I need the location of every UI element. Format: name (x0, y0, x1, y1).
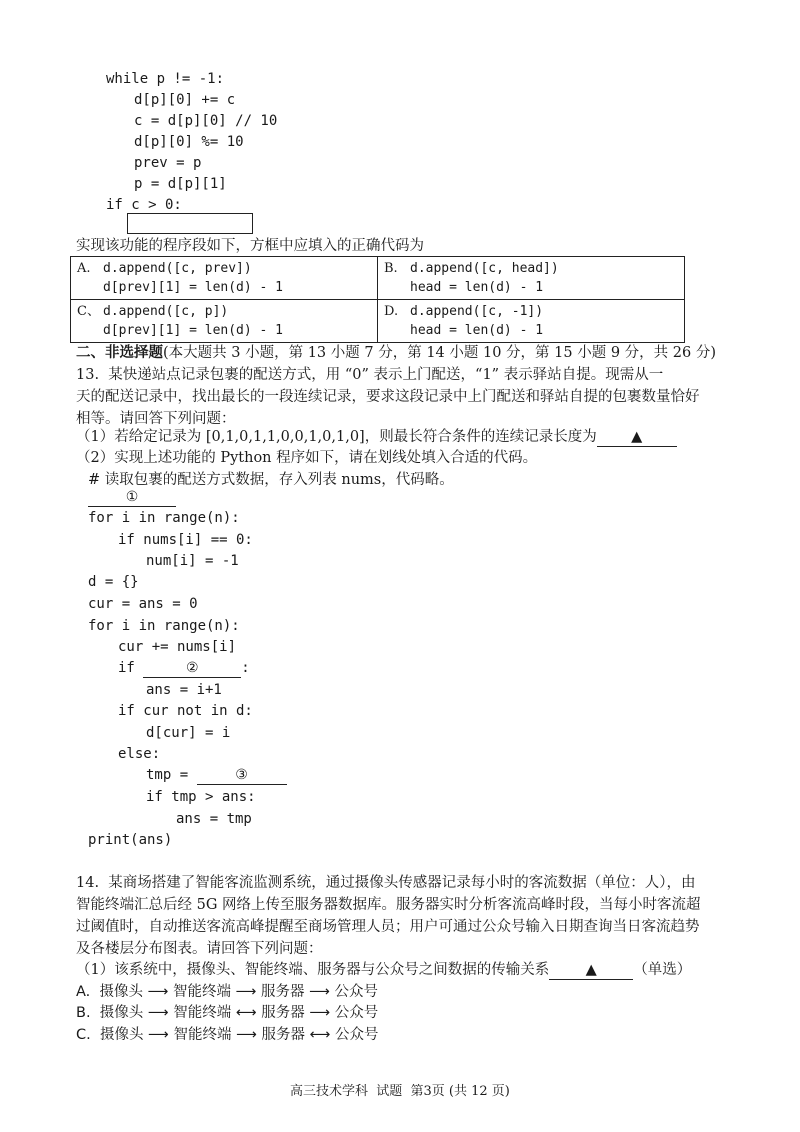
q14-stem: 及各楼层分布图表。请回答下列问题： (76, 941, 323, 957)
code-line: cur += nums[i] (118, 639, 237, 655)
code-line: d[cur] = i (146, 725, 231, 741)
page-footer: 高三技术学科 试题 第3页 (共 12 页) (290, 1084, 510, 1099)
code-line: num[i] = -1 (146, 553, 239, 569)
code-comment: # 读取包裹的配送方式数据，存入列表 nums，代码略。 (88, 472, 454, 488)
code-line: for i in range(n): (88, 618, 240, 634)
q13-stem: 天的配送记录中，找出最长的一段连续记录，要求这段记录中上门配送和驿站自提的包裹数量恰好 (76, 389, 700, 405)
option-code: d.append([c, -1]) (410, 304, 544, 319)
q12-prompt: 实现该功能的程序段如下，方框中应填入的正确代码为 (76, 238, 424, 254)
option-letter: C、 (77, 304, 100, 319)
code-line: d = {} (88, 574, 139, 590)
blank-3: ③ (197, 766, 287, 785)
code-line (146, 765, 287, 786)
code-line: ans = tmp (176, 811, 252, 827)
q14-stem: 智能终端汇总后经 5G 网络上传至服务器数据库。服务器实时分析客流高峰时段，当每小时客流超 (76, 897, 701, 913)
code-line (88, 487, 176, 508)
code-line: while p != -1: (106, 71, 225, 87)
code-line: p = d[p][1] (134, 176, 227, 192)
code-line: if nums[i] == 0: (118, 532, 253, 548)
answer-blank: ▲ (597, 428, 677, 447)
section-heading (76, 342, 716, 364)
option-letter: A. (77, 261, 91, 276)
q13-stem: 相等。请回答下列问题： (76, 411, 236, 427)
q13-sub2: （2）实现上述功能的 Python 程序如下，请在划线处填入合适的代码。 (76, 450, 538, 466)
code-line (118, 658, 250, 679)
option-code: d[prev][1] = len(d) - 1 (103, 323, 284, 338)
code-line: for i in range(n): (88, 510, 240, 526)
answer-blank: ▲ (549, 961, 633, 980)
code-line: cur = ans = 0 (88, 596, 198, 612)
code-line: d[p][0] += c (134, 92, 236, 108)
option-code: d.append([c, prev]) (103, 261, 252, 276)
q14-sub1 (76, 959, 691, 981)
blank-2: ② (143, 659, 241, 678)
code-line: else: (118, 746, 161, 762)
code-line: ans = i+1 (146, 682, 222, 698)
q13-sub1 (76, 426, 677, 448)
choice-c: C. 摄像头 ⟶ 智能终端 ⟶ 服务器 ⟷ 公众号 (76, 1027, 379, 1043)
code-line: d[p][0] %= 10 (134, 134, 244, 150)
q14-stem: 过阈值时，自动推送客流高峰提醒至商场管理人员；用户可通过公众号输入日期查询当日客流趋势 (76, 919, 700, 935)
options-table (70, 256, 685, 343)
section-desc: (本大题共 3 小题，第 13 小题 7 分，第 14 小题 10 分，第 15 小题 9 分，共 26 分) (163, 345, 716, 361)
option-b (378, 257, 685, 300)
option-d (378, 300, 685, 343)
code-line: if cur not in d: (118, 703, 253, 719)
code-text: if (118, 660, 144, 676)
code-line: if c > 0: (106, 197, 182, 213)
choice-b: B. 摄像头 ⟶ 智能终端 ⟷ 服务器 ⟶ 公众号 (76, 1005, 379, 1021)
blank-1: ① (88, 488, 176, 507)
code-text: tmp = (146, 767, 197, 783)
option-code: head = len(d) - 1 (410, 323, 544, 338)
section-title: 二、非选择题 (76, 344, 163, 361)
option-a (71, 257, 378, 300)
option-c (71, 300, 378, 343)
option-code: d[prev][1] = len(d) - 1 (103, 280, 284, 295)
option-code: d.append([c, head]) (410, 261, 559, 276)
code-line: c = d[p][0] // 10 (134, 113, 278, 129)
code-line: print(ans) (88, 832, 173, 848)
code-line: if tmp > ans: (146, 789, 256, 805)
sub1-text: （1）若给定记录为 [0,1,0,1,1,0,0,1,0,1,0]，则最长符合条件的连续记录长度为 (76, 429, 597, 445)
option-letter: D. (384, 304, 399, 319)
sub1-tail: （单选） (633, 962, 692, 978)
code-line: prev = p (134, 155, 202, 171)
option-code: d.append([c, p]) (103, 304, 229, 319)
code-text: : (241, 660, 250, 676)
q14-stem: 14. 某商场搭建了智能客流监测系统，通过摄像头传感器记录每小时的客流数据（单位：人），由 (76, 875, 696, 891)
answer-box (127, 213, 253, 234)
q13-stem: 13. 某快递站点记录包裹的配送方式，用 “0” 表示上门配送，“1” 表示驿站自提。现需从一 (76, 367, 664, 383)
sub1-text: （1）该系统中，摄像头、智能终端、服务器与公众号之间数据的传输关系 (76, 962, 550, 978)
option-code: head = len(d) - 1 (410, 280, 544, 295)
choice-a: A. 摄像头 ⟶ 智能终端 ⟶ 服务器 ⟶ 公众号 (76, 984, 379, 1000)
option-letter: B. (384, 261, 398, 276)
